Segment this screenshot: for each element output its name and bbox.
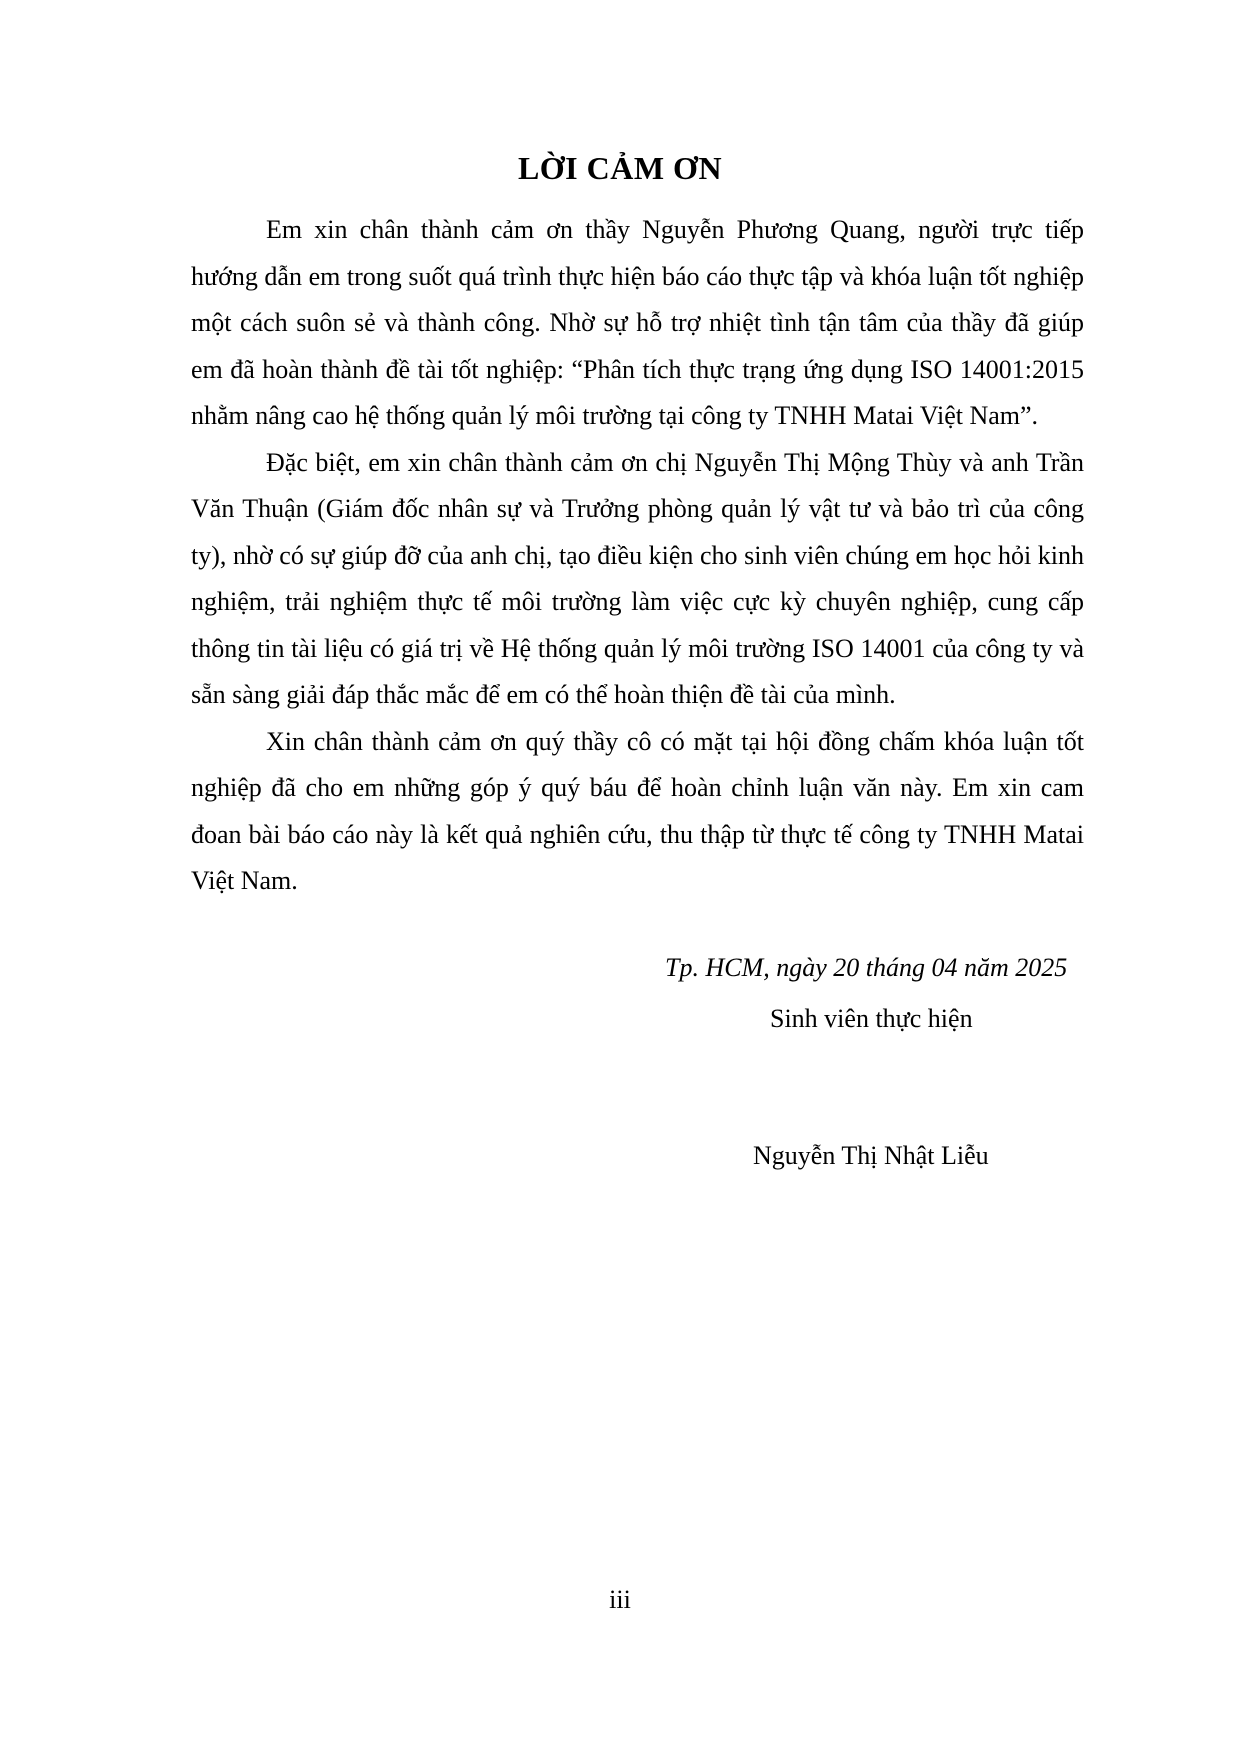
signature-name: Nguyễn Thị Nhật Liễu: [753, 1141, 989, 1170]
paragraph-2: Đặc biệt, em xin chân thành cảm ơn chị Nguyễn Thị Mộng Thùy và anh Trần Văn Thuận (Giám đốc nhân sự và Trưởng phòng quản lý vật tư và bảo trì của công ty), nhờ có sự giúp đỡ của anh chị, tạo điều kiện cho sinh viên chúng em học hỏi kinh nghiệm, trải nghiệm thực tế môi trường làm việc cực kỳ chuyên nghiệp, cung cấp thông tin tài liệu có giá trị về Hệ thống quản lý môi trường ISO 14001 của công ty và sẵn sàng giải đáp thắc mắc để em có thể hoàn thiện đề tài của mình.: [191, 447, 1084, 709]
signature-date: Tp. HCM, ngày 20 tháng 04 năm 2025: [665, 953, 1068, 982]
acknowledgement-body: [191, 207, 1084, 905]
page-number: iii: [609, 1585, 631, 1614]
paragraph-3: Xin chân thành cảm ơn quý thầy cô có mặt tại hội đồng chấm khóa luận tốt nghiệp đã cho em những góp ý quý báu để hoàn chỉnh luận văn này. Em xin cam đoan bài báo cáo này là kết quả nghiên cứu, thu thập từ thực tế công ty TNHH Matai Việt Nam.: [191, 726, 1084, 895]
paragraph-1: Em xin chân thành cảm ơn thầy Nguyễn Phương Quang, người trực tiếp hướng dẫn em trong suốt quá trình thực hiện báo cáo thực tập và khóa luận tốt nghiệp một cách suôn sẻ và thành công. Nhờ sự hỗ trợ nhiệt tình tận tâm của thầy đã giúp em đã hoàn thành đề tài tốt nghiệp: “Phân tích thực trạng ứng dụng ISO 14001:2015 nhằm nâng cao hệ thống quản lý môi trường tại công ty TNHH Matai Việt Nam”.: [191, 215, 1084, 430]
signature-role: Sinh viên thực hiện: [770, 1004, 973, 1033]
page-title: LỜI CẢM ƠN: [517, 150, 723, 186]
